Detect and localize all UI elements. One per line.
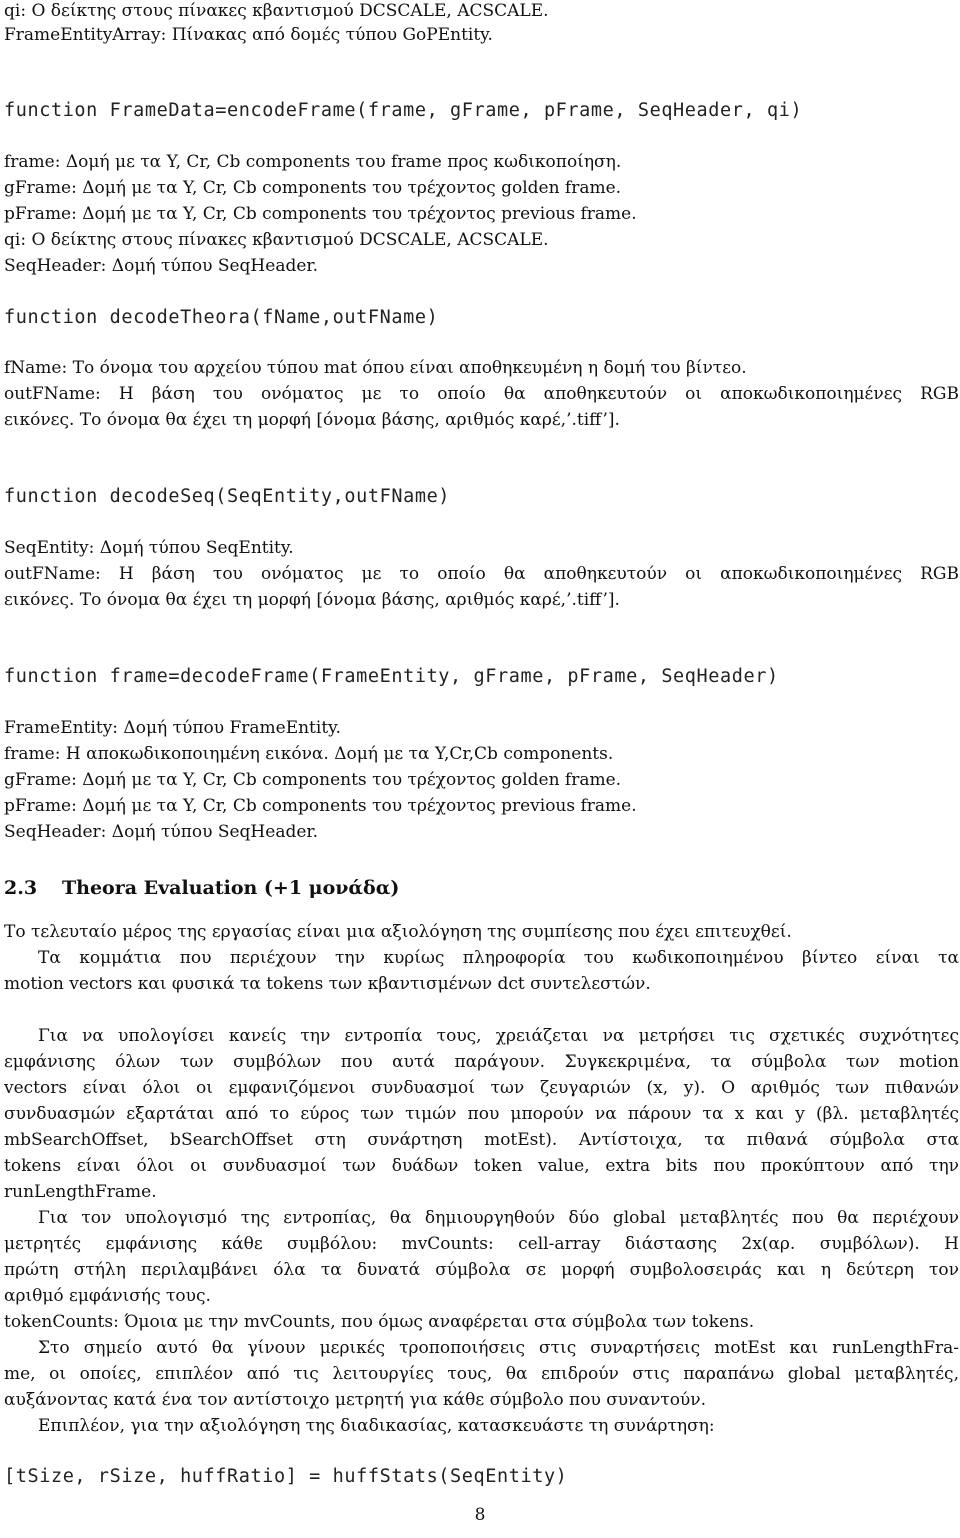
text-line: SeqHeader: Δομή τύπου SeqHeader. xyxy=(4,256,319,276)
paragraph-line: vectors είναι όλοι οι εμφανιζόμενοι συνδυασμοί των ζευγαριών (x, y). Ο αριθμός των πιθανών xyxy=(4,1078,959,1098)
paragraph-line: πρώτη στήλη περιλαμβάνει όλα τα δυνατά σύμβολα σε μορφή συμβολοσειράς και η δεύτερη τον xyxy=(4,1260,959,1280)
paragraph-line: εμφάνισης όλων των συμβόλων που αυτά παράγουν. Συγκεκριμένα, τα σύμβολα των motion xyxy=(4,1052,959,1072)
text-line: frame: Δομή με τα Y, Cr, Cb components του frame προς κωδικοποίηση. xyxy=(4,152,622,172)
paragraph-line: mbSearchOffset, bSearchOffset στη συνάρτηση motEst). Αντίστοιχα, τα πιθανά σύμβολα στα xyxy=(4,1130,959,1150)
paragraph-line: tokens είναι όλοι οι συνδυασμοί των δυάδων token value, extra bits που προκύπτουν από την xyxy=(4,1156,959,1176)
text-line: pFrame: Δομή με τα Y, Cr, Cb components του τρέχοντος previous frame. xyxy=(4,204,637,224)
paragraph-line: Επιπλέον, για την αξιολόγηση της διαδικασίας, κατασκευάστε τη συνάρτηση: xyxy=(38,1416,715,1436)
text-line: εικόνες. Το όνομα θα έχει τη μορφή [όνομα βάσης, αριθμός καρέ,’.tiff’]. xyxy=(4,410,620,430)
paragraph-line: motion vectors και φυσικά τα tokens των κβαντισμένων dct συντελεστών. xyxy=(4,974,651,994)
text-line: gFrame: Δομή με τα Y, Cr, Cb components του τρέχοντος golden frame. xyxy=(4,178,622,198)
code-signature: [tSize, rSize, huffRatio] = huffStats(SeqEntity) xyxy=(4,1466,568,1487)
page-number: 8 xyxy=(474,1505,486,1525)
paragraph-line: Το τελευταίο μέρος της εργασίας είναι μια αξιολόγηση της συμπίεσης που έχει επιτευχθεί. xyxy=(4,922,792,942)
code-signature: function decodeTheora(fName,outFName) xyxy=(4,307,439,328)
text-line: pFrame: Δομή με τα Y, Cr, Cb components του τρέχοντος previous frame. xyxy=(4,796,637,816)
text-line: outFName: Η βάση του ονόματος με το οποίο θα αποθηκευτούν οι αποκωδικοποιημένες RGB xyxy=(4,564,959,584)
text-line: qi: Ο δείκτης στους πίνακες κβαντισμού DCSCALE, ACSCALE. xyxy=(4,1,549,21)
code-signature: function FrameData=encodeFrame(frame, gFrame, pFrame, SeqHeader, qi) xyxy=(4,100,803,121)
paragraph-line: me, οι οποίες, επιπλέον από τις λειτουργίες τους, θα επιδρούν στις παραπάνω global μεταβλητές, xyxy=(4,1364,959,1384)
text-line: qi: Ο δείκτης στους πίνακες κβαντισμού DCSCALE, ACSCALE. xyxy=(4,230,549,250)
text-line: SeqEntity: Δομή τύπου SeqEntity. xyxy=(4,538,294,558)
paragraph-line: Για τον υπολογισμό της εντροπίας, θα δημιουργηθούν δύο global μεταβλητές που θα περιέχουν xyxy=(38,1208,959,1228)
section-heading xyxy=(4,877,959,899)
text-line: gFrame: Δομή με τα Y, Cr, Cb components του τρέχοντος golden frame. xyxy=(4,770,622,790)
text-line: frame: Η αποκωδικοποιημένη εικόνα. Δομή με τα Y,Cr,Cb components. xyxy=(4,744,614,764)
paragraph-line: runLengthFrame. xyxy=(4,1182,157,1202)
paragraph-line: Τα κομμάτια που περιέχουν την κυρίως πληροφορία του κωδικοποιημένου βίντεο είναι τα xyxy=(38,948,959,968)
paragraph-line: μετρητές εμφάνισης κάθε συμβόλου: mvCounts: cell-array διάστασης 2x(αρ. συμβόλων). Η xyxy=(4,1234,959,1254)
text-line: FrameEntityArray: Πίνακας από δομές τύπου GoPEntity. xyxy=(4,25,493,45)
text-line: FrameEntity: Δομή τύπου FrameEntity. xyxy=(4,718,341,738)
paragraph-line: αυξάνοντας κατά ένα τον αντίστοιχο μετρητή για κάθε σύμβολο που συναντούν. xyxy=(4,1390,707,1410)
paragraph-line: tokenCounts: Όμοια με την mvCounts, που όμως αναφέρεται στα σύμβολα των tokens. xyxy=(4,1312,755,1332)
paragraph-line: Στο σημείο αυτό θα γίνουν μερικές τροποποιήσεις στις συναρτήσεις motEst και runLengthFra- xyxy=(38,1338,959,1358)
text-line: fName: Το όνομα του αρχείου τύπου mat όπου είναι αποθηκευμένη η δομή του βίντεο. xyxy=(4,358,747,378)
paragraph-line: Για να υπολογίσει κανείς την εντροπία τους, χρειάζεται να μετρήσει τις σχετικές συχνότητες xyxy=(38,1026,959,1046)
section-number: 2.3 xyxy=(4,877,38,899)
text-line: εικόνες. Το όνομα θα έχει τη μορφή [όνομα βάσης, αριθμός καρέ,’.tiff’]. xyxy=(4,590,620,610)
code-signature: function decodeSeq(SeqEntity,outFName) xyxy=(4,486,451,507)
code-signature: function frame=decodeFrame(FrameEntity, gFrame, pFrame, SeqHeader) xyxy=(4,666,779,687)
section-title: Theora Evaluation (+1 μονάδα) xyxy=(62,877,400,899)
paragraph-line: συνδυασμών εξαρτάται από το εύρος των τιμών που μπορούν να πάρουν τα x και y (βλ. μεταβλητές xyxy=(4,1104,959,1124)
text-line: outFName: Η βάση του ονόματος με το οποίο θα αποθηκευτούν οι αποκωδικοποιημένες RGB xyxy=(4,384,959,404)
paragraph-line: αριθμό εμφάνισής τους. xyxy=(4,1286,211,1306)
text-line: SeqHeader: Δομή τύπου SeqHeader. xyxy=(4,822,319,842)
